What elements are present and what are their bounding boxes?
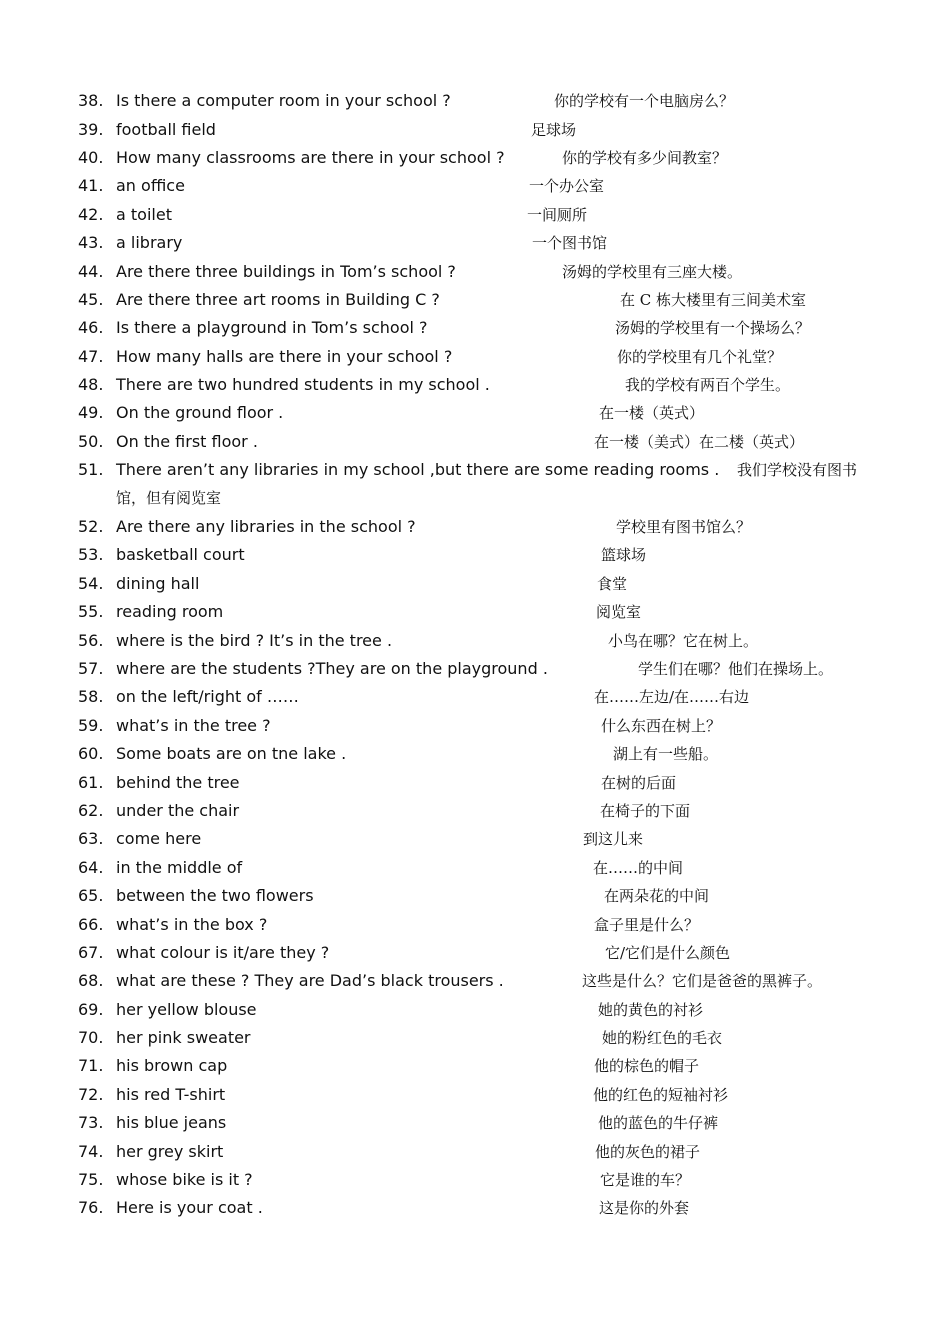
chinese-translation: 你的学校有一个电脑房么？ — [554, 92, 735, 110]
item-number: 58. — [78, 687, 104, 706]
list-item — [0, 460, 950, 507]
item-number: 45. — [78, 290, 104, 309]
chinese-translation: 汤姆的学校里有一个操场么？ — [615, 319, 811, 337]
chinese-translation: 我的学校有两百个学生。 — [625, 376, 791, 394]
list-item — [0, 545, 950, 573]
chinese-translation: 在一楼（英式） — [599, 404, 705, 422]
english-phrase: what’s in the tree ? — [116, 716, 271, 735]
list-item — [0, 801, 950, 829]
list-item — [0, 971, 950, 999]
chinese-translation: 篮球场 — [601, 546, 647, 564]
english-phrase: Is there a computer room in your school ? — [116, 91, 451, 110]
english-phrase: where is the bird ? It’s in the tree . — [116, 631, 393, 650]
chinese-translation: 盒子里是什么？ — [594, 916, 700, 934]
chinese-translation: 这些是什么？它们是爸爸的黑裤子。 — [582, 972, 823, 990]
list-item — [0, 403, 950, 431]
list-item — [0, 1056, 950, 1084]
chinese-translation: 学生们在哪？他们在操场上。 — [638, 660, 834, 678]
english-phrase: Are there any libraries in the school ? — [116, 517, 416, 536]
item-number: 43. — [78, 233, 104, 252]
item-number: 39. — [78, 120, 104, 139]
chinese-translation: 学校里有图书馆么？ — [616, 518, 752, 536]
english-phrase: come here — [116, 829, 202, 848]
list-item — [0, 1170, 950, 1198]
item-number: 75. — [78, 1170, 104, 1189]
chinese-translation-continued: 馆，但有阅览室 — [116, 489, 222, 507]
english-phrase: where are the students ?They are on the playground . — [116, 659, 548, 678]
item-number: 70. — [78, 1028, 104, 1047]
list-item — [0, 1085, 950, 1113]
list-item — [0, 1028, 950, 1056]
list-item — [0, 1142, 950, 1170]
item-number: 61. — [78, 773, 104, 792]
list-item — [0, 659, 950, 687]
chinese-translation: 他的蓝色的牛仔裤 — [598, 1114, 719, 1132]
english-phrase: his brown cap — [116, 1056, 228, 1075]
item-number: 62. — [78, 801, 104, 820]
item-number: 57. — [78, 659, 104, 678]
item-number: 71. — [78, 1056, 104, 1075]
list-item — [0, 602, 950, 630]
item-number: 65. — [78, 886, 104, 905]
item-number: 72. — [78, 1085, 104, 1104]
list-item — [0, 687, 950, 715]
english-phrase: Here is your coat . — [116, 1198, 263, 1217]
chinese-translation: 他的棕色的帽子 — [594, 1057, 700, 1075]
item-number: 64. — [78, 858, 104, 877]
item-number: 54. — [78, 574, 104, 593]
list-item — [0, 744, 950, 772]
list-item — [0, 1113, 950, 1141]
chinese-translation: 到这儿来 — [583, 830, 644, 848]
list-item — [0, 205, 950, 233]
list-item — [0, 120, 950, 148]
english-phrase: Some boats are on tne lake . — [116, 744, 347, 763]
english-phrase: his blue jeans — [116, 1113, 227, 1132]
item-number: 52. — [78, 517, 104, 536]
list-item — [0, 91, 950, 119]
english-phrase: There aren’t any libraries in my school ,but there are some reading rooms . — [116, 460, 720, 479]
english-phrase: his red T-shirt — [116, 1085, 226, 1104]
list-item — [0, 886, 950, 914]
chinese-translation: 一间厕所 — [527, 206, 588, 224]
list-item — [0, 858, 950, 886]
english-phrase: a toilet — [116, 205, 172, 224]
item-number: 74. — [78, 1142, 104, 1161]
chinese-translation: 在一楼（美式）在二楼（英式） — [594, 433, 805, 451]
chinese-translation: 它是谁的车？ — [600, 1171, 691, 1189]
item-number: 56. — [78, 631, 104, 650]
english-phrase: On the first floor . — [116, 432, 258, 451]
item-number: 51. — [78, 460, 104, 479]
english-phrase: her pink sweater — [116, 1028, 251, 1047]
chinese-translation: 食堂 — [597, 575, 628, 593]
item-number: 50. — [78, 432, 104, 451]
item-number: 60. — [78, 744, 104, 763]
item-number: 59. — [78, 716, 104, 735]
list-item — [0, 574, 950, 602]
chinese-translation: 什么东西在树上？ — [601, 717, 722, 735]
english-phrase: whose bike is it ? — [116, 1170, 253, 1189]
list-item — [0, 1198, 950, 1226]
english-phrase: On the ground floor . — [116, 403, 284, 422]
item-number: 73. — [78, 1113, 104, 1132]
english-phrase: How many classrooms are there in your school ? — [116, 148, 505, 167]
chinese-translation: 她的粉红色的毛衣 — [602, 1029, 723, 1047]
list-item — [0, 1000, 950, 1028]
item-number: 53. — [78, 545, 104, 564]
item-number: 67. — [78, 943, 104, 962]
item-number: 41. — [78, 176, 104, 195]
list-item — [0, 517, 950, 545]
chinese-translation: 在 C 栋大楼里有三间美术室 — [620, 291, 807, 309]
list-item — [0, 943, 950, 971]
chinese-translation: 你的学校里有几个礼堂？ — [617, 348, 783, 366]
english-phrase: reading room — [116, 602, 224, 621]
english-phrase: her yellow blouse — [116, 1000, 257, 1019]
list-item — [0, 432, 950, 460]
item-number: 76. — [78, 1198, 104, 1217]
english-phrase: between the two flowers — [116, 886, 314, 905]
list-item — [0, 176, 950, 204]
item-number: 47. — [78, 347, 104, 366]
item-number: 46. — [78, 318, 104, 337]
list-item — [0, 773, 950, 801]
list-item — [0, 290, 950, 318]
list-item — [0, 915, 950, 943]
english-phrase: basketball court — [116, 545, 245, 564]
list-item — [0, 148, 950, 176]
chinese-translation: 她的黄色的衬衫 — [598, 1001, 704, 1019]
english-phrase: Is there a playground in Tom’s school ? — [116, 318, 428, 337]
english-phrase: her grey skirt — [116, 1142, 224, 1161]
list-item — [0, 347, 950, 375]
english-phrase: what’s in the box ? — [116, 915, 268, 934]
item-number: 48. — [78, 375, 104, 394]
english-phrase: what are these ? They are Dad’s black trousers . — [116, 971, 504, 990]
english-phrase: There are two hundred students in my school . — [116, 375, 490, 394]
chinese-translation: 在椅子的下面 — [600, 802, 691, 820]
english-phrase: Are there three art rooms in Building C ? — [116, 290, 440, 309]
chinese-translation: 在树的后面 — [601, 774, 677, 792]
chinese-translation: 阅览室 — [596, 603, 642, 621]
chinese-translation: 他的灰色的裙子 — [595, 1143, 701, 1161]
chinese-translation: 他的红色的短袖衬衫 — [593, 1086, 729, 1104]
english-phrase: in the middle of — [116, 858, 243, 877]
english-phrase: How many halls are there in your school ? — [116, 347, 453, 366]
english-phrase: Are there three buildings in Tom’s school ? — [116, 262, 456, 281]
chinese-translation: 一个图书馆 — [532, 234, 608, 252]
item-number: 42. — [78, 205, 104, 224]
chinese-translation: 在……的中间 — [593, 859, 684, 877]
english-phrase: what colour is it/are they ? — [116, 943, 330, 962]
english-phrase: a library — [116, 233, 183, 252]
list-item — [0, 375, 950, 403]
list-item — [0, 631, 950, 659]
chinese-translation: 足球场 — [531, 121, 577, 139]
item-number: 63. — [78, 829, 104, 848]
english-phrase: football field — [116, 120, 216, 139]
list-item — [0, 318, 950, 346]
chinese-translation: 它/它们是什么颜色 — [605, 944, 731, 962]
chinese-translation: 我们学校没有图书 — [737, 461, 858, 479]
list-item — [0, 233, 950, 261]
chinese-translation: 湖上有一些船。 — [613, 745, 719, 763]
chinese-translation: 在……左边/在……右边 — [594, 688, 750, 706]
list-item — [0, 262, 950, 290]
item-number: 44. — [78, 262, 104, 281]
chinese-translation: 你的学校有多少间教室？ — [562, 149, 728, 167]
chinese-translation: 小鸟在哪？它在树上。 — [608, 632, 759, 650]
list-item — [0, 716, 950, 744]
item-number: 40. — [78, 148, 104, 167]
english-phrase: on the left/right of …… — [116, 687, 299, 706]
item-number: 55. — [78, 602, 104, 621]
item-number: 68. — [78, 971, 104, 990]
chinese-translation: 这是你的外套 — [599, 1199, 690, 1217]
item-number: 38. — [78, 91, 104, 110]
english-phrase: dining hall — [116, 574, 200, 593]
item-number: 49. — [78, 403, 104, 422]
chinese-translation: 一个办公室 — [529, 177, 605, 195]
chinese-translation: 汤姆的学校里有三座大楼。 — [562, 263, 743, 281]
item-number: 69. — [78, 1000, 104, 1019]
list-item — [0, 829, 950, 857]
english-phrase: under the chair — [116, 801, 240, 820]
item-number: 66. — [78, 915, 104, 934]
chinese-translation: 在两朵花的中间 — [604, 887, 710, 905]
english-phrase: an office — [116, 176, 185, 195]
english-phrase: behind the tree — [116, 773, 240, 792]
